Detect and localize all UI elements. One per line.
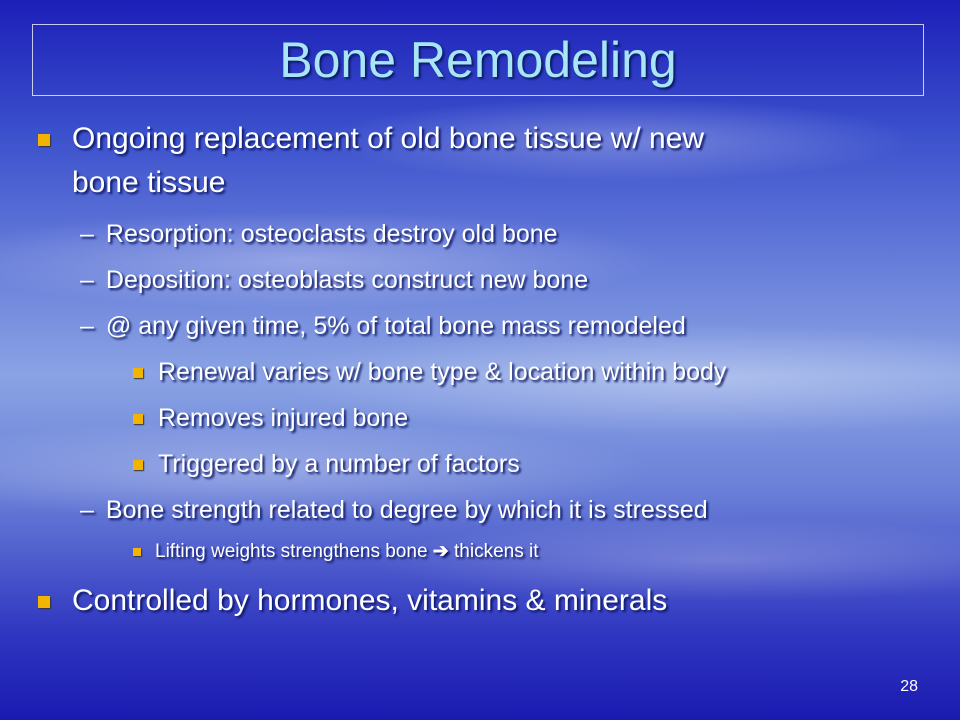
sub-item-text: Resorption: osteoclasts destroy old bone <box>105 220 558 248</box>
bullet-icon <box>133 414 143 424</box>
bullet-text-continued: bone tissue <box>72 166 226 199</box>
title-frame <box>32 24 924 96</box>
bullet-text: Controlled by hormones, vitamins & minerals <box>72 584 668 617</box>
bullet-icon <box>38 596 50 608</box>
bullet-icon <box>133 368 143 378</box>
small-bullet-text-after: thickens it <box>454 541 539 562</box>
page-number: 28 <box>900 678 918 695</box>
bullet-text: Ongoing replacement of old bone tissue w/ new <box>72 122 705 155</box>
dash-marker: – <box>80 496 94 524</box>
sub-item <box>80 220 558 249</box>
slide-title: Bone Remodeling <box>279 32 677 88</box>
sub-item-text: Deposition: osteoblasts construct new bone <box>105 266 589 294</box>
small-bullet-text-before: Lifting weights strengthens bone <box>155 541 428 562</box>
small-bullet-text <box>155 540 538 563</box>
dash-marker: – <box>80 220 94 248</box>
dash-marker: – <box>80 312 94 340</box>
dash-marker: – <box>80 266 94 294</box>
sub-bullet-text: Renewal varies w/ bone type & location within body <box>158 358 727 386</box>
sub-item <box>80 496 708 525</box>
bullet-icon <box>133 460 143 470</box>
sub-bullet-text: Triggered by a number of factors <box>158 450 520 478</box>
bullet-icon <box>133 548 141 556</box>
sub-item-text: @ any given time, 5% of total bone mass remodeled <box>105 312 686 340</box>
sub-bullet-text: Removes injured bone <box>158 404 409 432</box>
sub-item-text: Bone strength related to degree by which it is stressed <box>105 496 708 524</box>
sub-item <box>80 312 686 341</box>
right-arrow-icon: ➔ <box>432 541 449 562</box>
sub-item <box>80 266 588 295</box>
bullet-icon <box>38 134 50 146</box>
